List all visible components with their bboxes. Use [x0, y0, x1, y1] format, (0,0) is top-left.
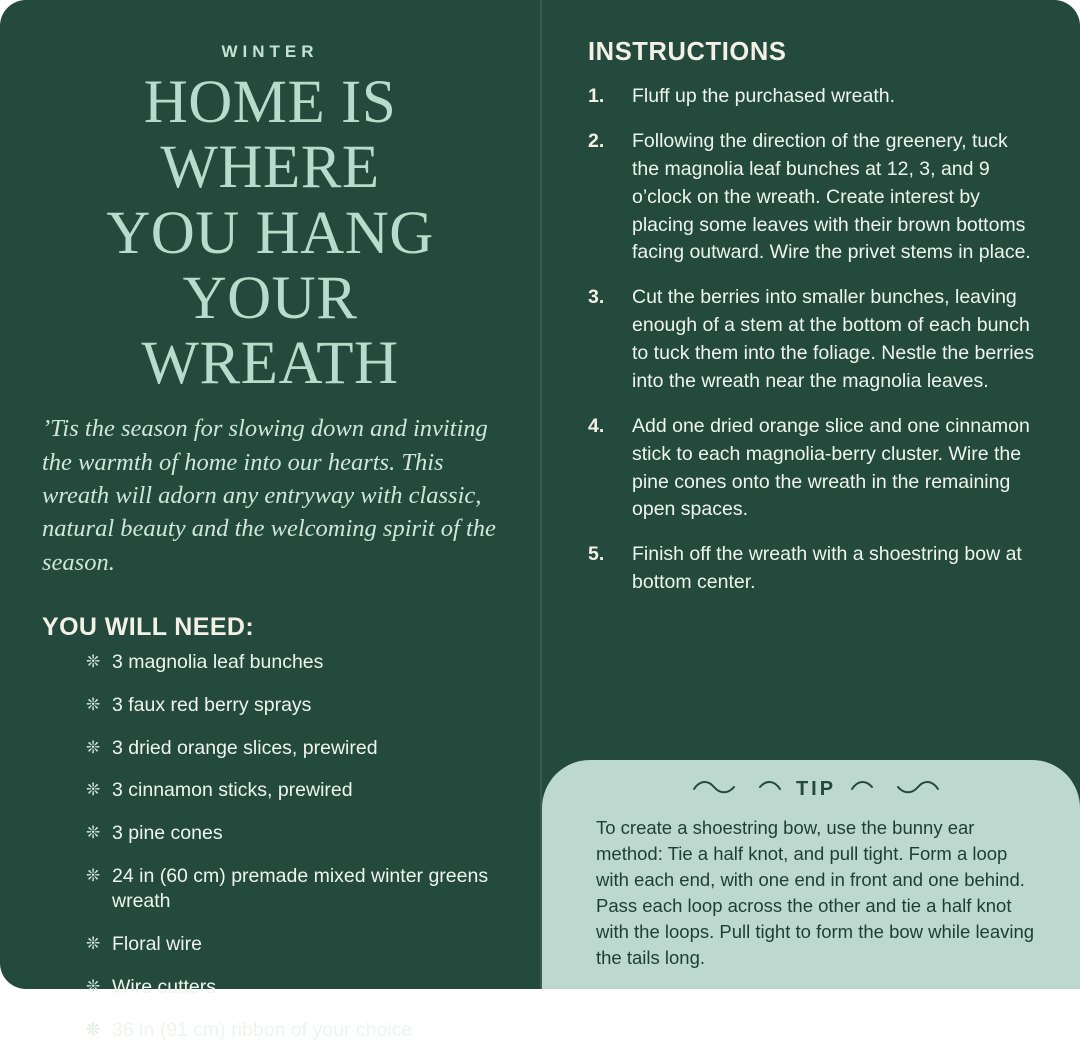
clover-bullet-icon: ❊: [86, 780, 101, 800]
list-item: [86, 736, 498, 761]
material-text: 3 magnolia leaf bunches: [112, 650, 324, 673]
list-item: [86, 778, 498, 803]
list-item: [86, 1018, 498, 1043]
title-line-3: WREATH: [141, 330, 399, 398]
step-number: 1.: [588, 85, 605, 107]
instruction-step: [588, 284, 1040, 396]
step-text: Finish off the wreath with a shoestring bow at bottom center.: [632, 543, 1022, 594]
tip-panel: [542, 760, 1080, 989]
tip-label: TIP: [795, 778, 837, 800]
step-number: 2.: [588, 129, 605, 152]
material-text: 3 dried orange slices, prewired: [112, 736, 378, 759]
list-item: [86, 932, 498, 957]
step-number: 3.: [588, 286, 605, 309]
season-label: WINTER: [221, 42, 319, 61]
clover-bullet-icon: ❊: [86, 866, 101, 886]
step-text: Following the direction of the greenery, tuck the magnolia leaf bunches at 12, 3, and 9 o’clock on the wreath. Create interest by placing some leaves with their brown bottoms facing outward. Wire the privet stems in place.: [632, 129, 1031, 264]
left-column: [0, 0, 540, 1041]
step-text: Cut the berries into smaller bunches, leaving enough of a stem at the bottom of each bunch to tuck them into the foliage. Nestle the berries into the wreath near the magnolia leaves.: [632, 286, 1035, 392]
material-text: Floral wire: [112, 933, 202, 956]
swirl-flourish-icon: [848, 778, 940, 801]
clover-bullet-icon: ❊: [86, 694, 101, 714]
material-text: 3 cinnamon sticks, prewired: [112, 779, 353, 802]
clover-bullet-icon: ❊: [86, 823, 101, 843]
clover-bullet-icon: ❊: [86, 737, 101, 757]
list-item: [86, 650, 498, 675]
material-text: Wire cutters: [112, 976, 217, 999]
instructions-heading: INSTRUCTIONS: [588, 38, 787, 66]
step-number: 4.: [588, 414, 605, 437]
step-text: Add one dried orange slice and one cinnamon stick to each magnolia-berry cluster. Wire the pine cones onto the wreath in the remaining open spaces.: [632, 414, 1030, 521]
material-text: 3 pine cones: [112, 822, 223, 845]
step-number: 5.: [588, 543, 605, 566]
clover-bullet-icon: ❊: [86, 1019, 101, 1039]
list-item: [86, 864, 498, 915]
list-item: [86, 693, 498, 718]
instruction-step: [588, 83, 1040, 111]
instruction-step: [588, 413, 1040, 525]
instruction-step: [588, 541, 1040, 597]
materials-heading: YOU WILL NEED:: [42, 612, 255, 641]
material-text: 36 in (91 cm) ribbon of your choice: [112, 1018, 413, 1041]
page-title: [42, 70, 498, 396]
instruction-step: [588, 128, 1040, 267]
title-line-1: HOME IS WHERE: [143, 69, 397, 202]
clover-bullet-icon: ❊: [86, 977, 101, 997]
clover-bullet-icon: ❊: [86, 934, 101, 954]
material-text: 3 faux red berry sprays: [112, 693, 312, 716]
instructions-list: [588, 83, 1040, 597]
title-line-2: YOU HANG YOUR: [106, 199, 434, 332]
clover-bullet-icon: ❊: [86, 651, 101, 671]
step-text: Fluff up the purchased wreath.: [632, 85, 896, 107]
materials-list: [42, 650, 498, 1043]
swirl-flourish-icon: [692, 778, 784, 801]
material-text: 24 in (60 cm) premade mixed winter greens wreath: [112, 865, 489, 913]
list-item: [86, 821, 498, 846]
tip-header: [596, 778, 1036, 801]
list-item: [86, 975, 498, 1000]
intro-paragraph: ’Tis the season for slowing down and inviting the warmth of home into our hearts. This wreath will adorn any entryway with classic, natural beauty and the welcoming spirit of the season.: [42, 415, 496, 576]
tip-text: To create a shoestring bow, use the bunny ear method: Tie a half knot, and pull tight. Form a loop with each end, with one end in front and one behind. Pass each loop across the other and tie a half knot with the loops. Pull tight to form the bow while leaving the tails long.: [596, 817, 1035, 969]
